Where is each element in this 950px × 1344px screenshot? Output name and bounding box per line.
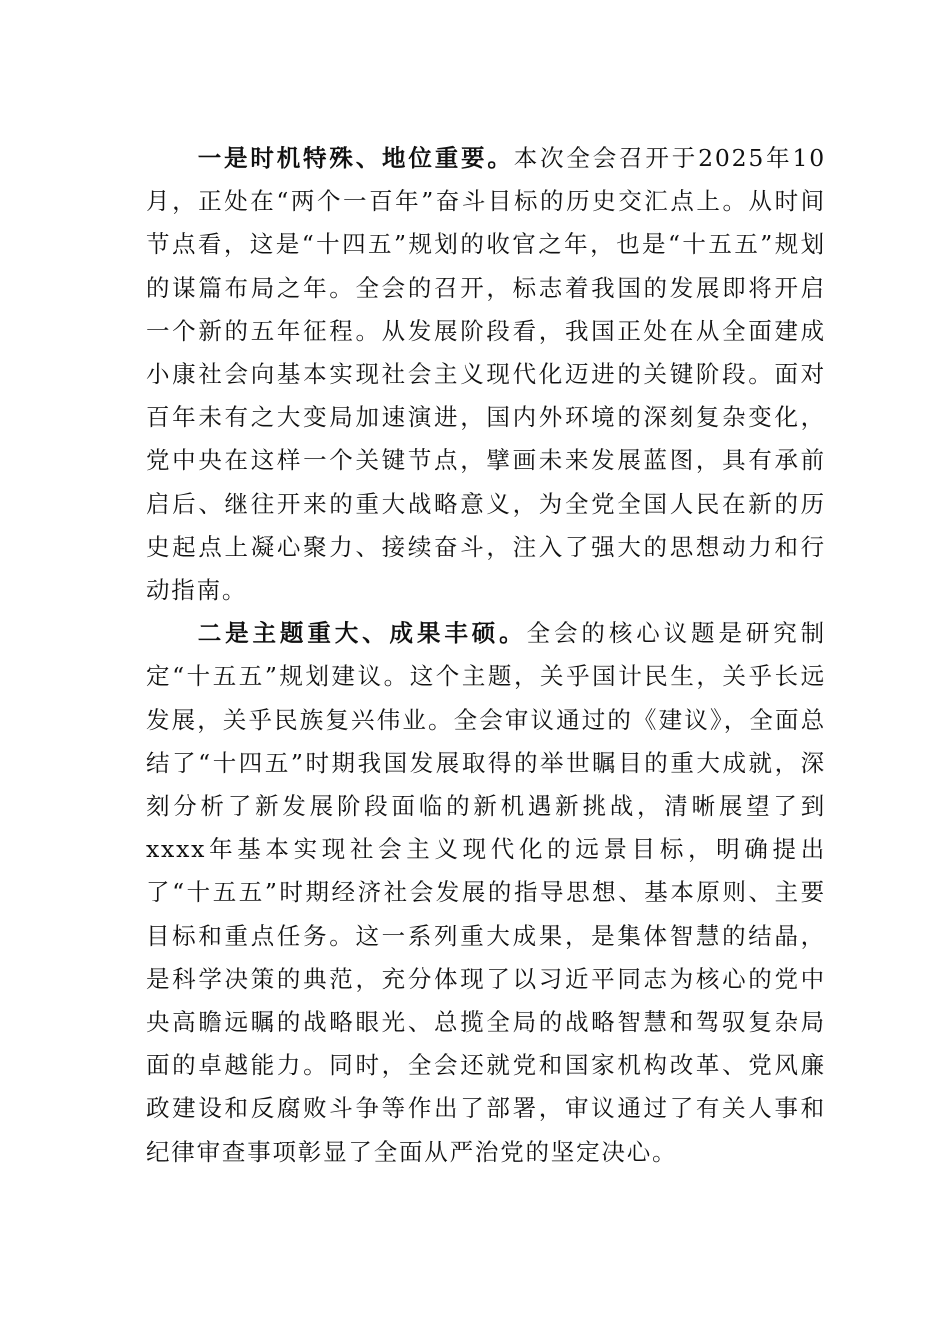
paragraph-1 [146,137,826,612]
document-body [146,137,826,1174]
paragraph-1-body: 本次全会召开于2025年10月，正处在“两个一百年”奋斗目标的历史交汇点上。从时间节点看，这是“十四五”规划的收官之年，也是“十五五”规划的谋篇布局之年。全会的召开，标志着我国的发展即将开启一个新的五年征程。从发展阶段看，我国正处在从全面建成小康社会向基本实现社会主义现代化迈进的关键阶段。面对百年未有之大变局加速演进，国内外环境的深刻复杂变化，党中央在这样一个关键节点，擘画未来发展蓝图，具有承前启后、继往开来的重大战略意义，为全党全国人民在新的历史起点上凝心聚力、接续奋斗，注入了强大的思想动力和行动指南。 [146,144,826,605]
paragraph-2-body: 全会的核心议题是研究制定“十五五”规划建议。这个主题，关乎国计民生，关乎长远发展，关乎民族复兴伟业。全会审议通过的《建议》，全面总结了“十四五”时期我国发展取得的举世瞩目的重大成就，深刻分析了新发展阶段面临的新机遇新挑战，清晰展望了到xxxx年基本实现社会主义现代化的远景目标，明确提出了“十五五”时期经济社会发展的指导思想、基本原则、主要目标和重点任务。这一系列重大成果，是集体智慧的结晶，是科学决策的典范，充分体现了以习近平同志为核心的党中央高瞻远瞩的战略眼光、总揽全局的战略智慧和驾驭复杂局面的卓越能力。同时，全会还就党和国家机构改革、党风廉政建设和反腐败斗争等作出了部署，审议通过了有关人事和纪律审查事项彰显了全面从严治党的坚定决心。 [146,619,826,1166]
paragraph-1-lead: 一是时机特殊、地位重要。 [197,144,514,172]
paragraph-2-lead: 二是主题重大、成果丰硕。 [197,619,527,648]
paragraph-2 [146,612,826,1174]
